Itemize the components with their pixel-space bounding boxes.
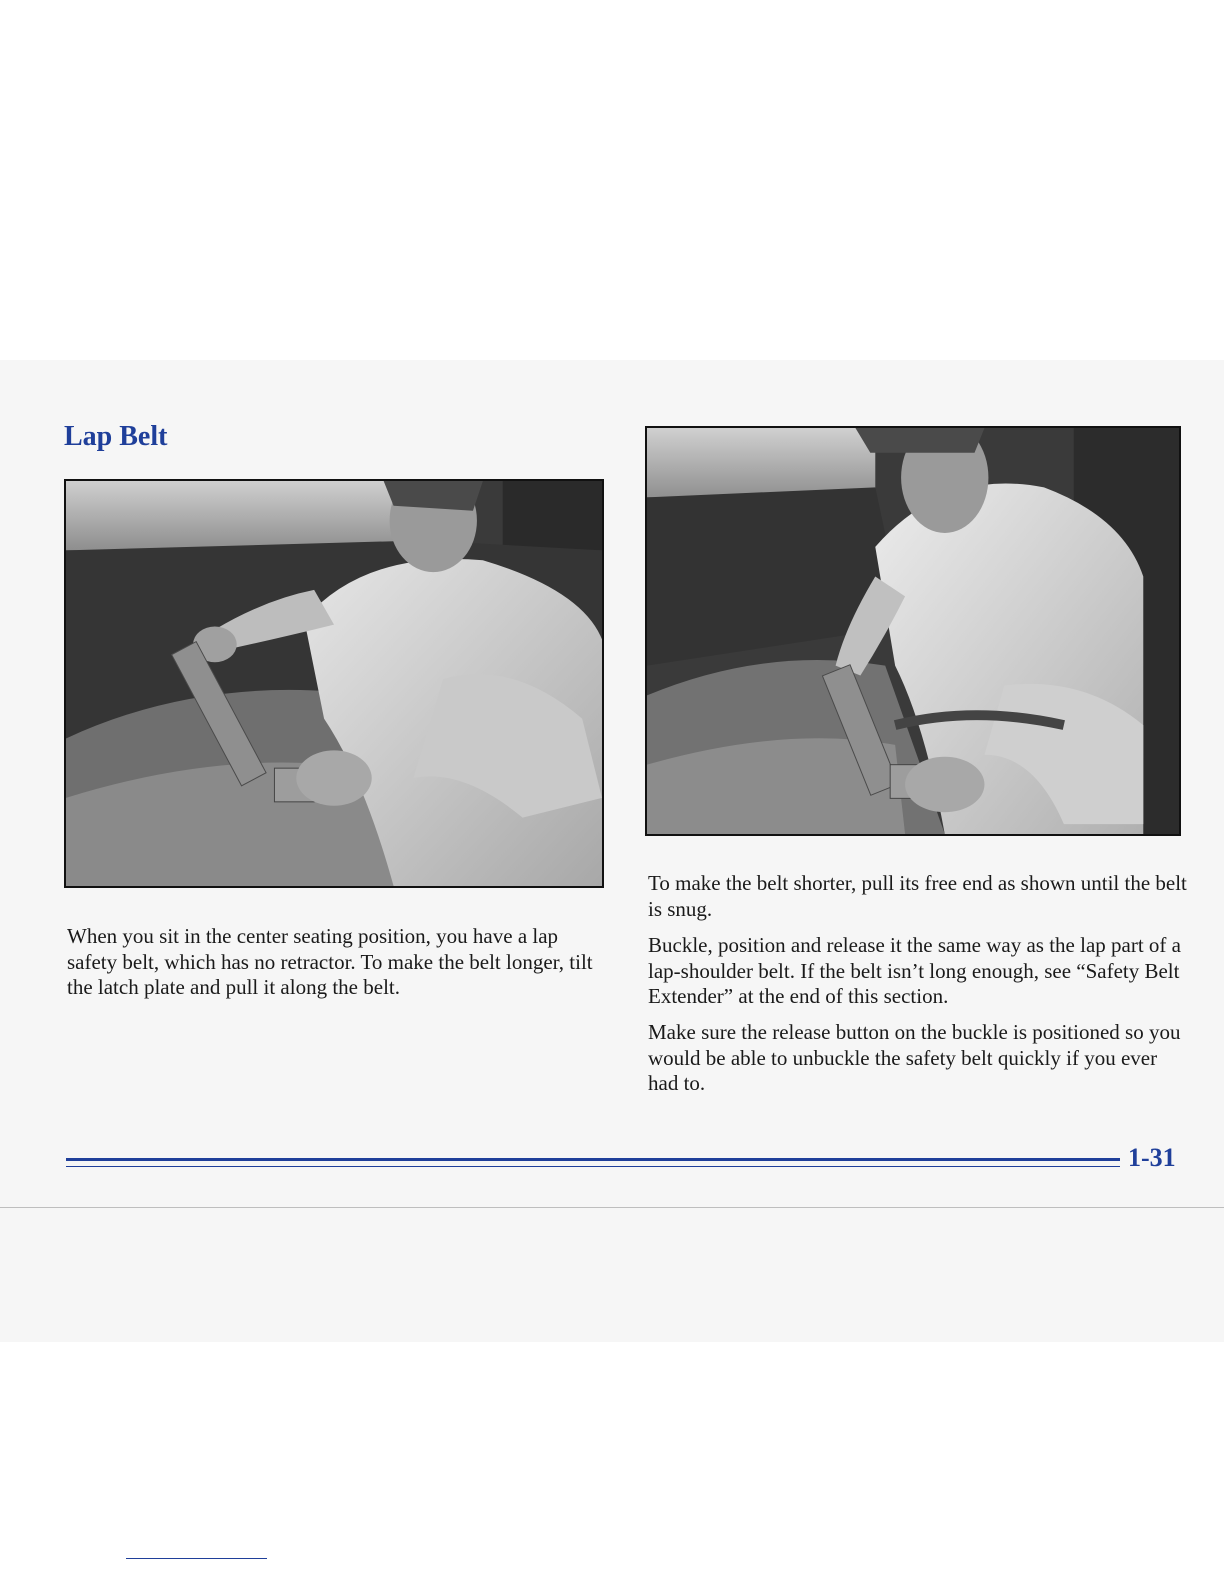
page-title: Lap Belt bbox=[64, 421, 168, 452]
footer-rule-thin bbox=[66, 1166, 1120, 1167]
page-number: 1-31 bbox=[1128, 1143, 1176, 1172]
footer-rule-thick bbox=[66, 1158, 1120, 1161]
lap-belt-lengthen-text: When you sit in the center seating position, you have a lap safety belt, which has no retractor. To make the belt longer, tilt the latch plate and pull it along the belt. bbox=[67, 924, 593, 999]
release-button-text: Make sure the release button on the buckle is positioned so you would be able to unbuckle the safety belt quickly if you ever had to. bbox=[648, 1020, 1181, 1095]
lap-belt-shorten-text: To make the belt shorter, pull its free end as shown until the belt is snug. bbox=[648, 871, 1187, 921]
bottom-divider bbox=[126, 1558, 267, 1559]
scan-edge-line bbox=[0, 1207, 1224, 1208]
lap-belt-shorten-illustration bbox=[645, 426, 1181, 836]
lap-belt-lengthen-illustration bbox=[64, 479, 604, 888]
buckle-instructions-text: Buckle, position and release it the same way as the lap part of a lap-shoulder belt. If the belt isn’t long enough, see “Safety Belt Extender” at the end of this section. bbox=[648, 933, 1181, 1008]
